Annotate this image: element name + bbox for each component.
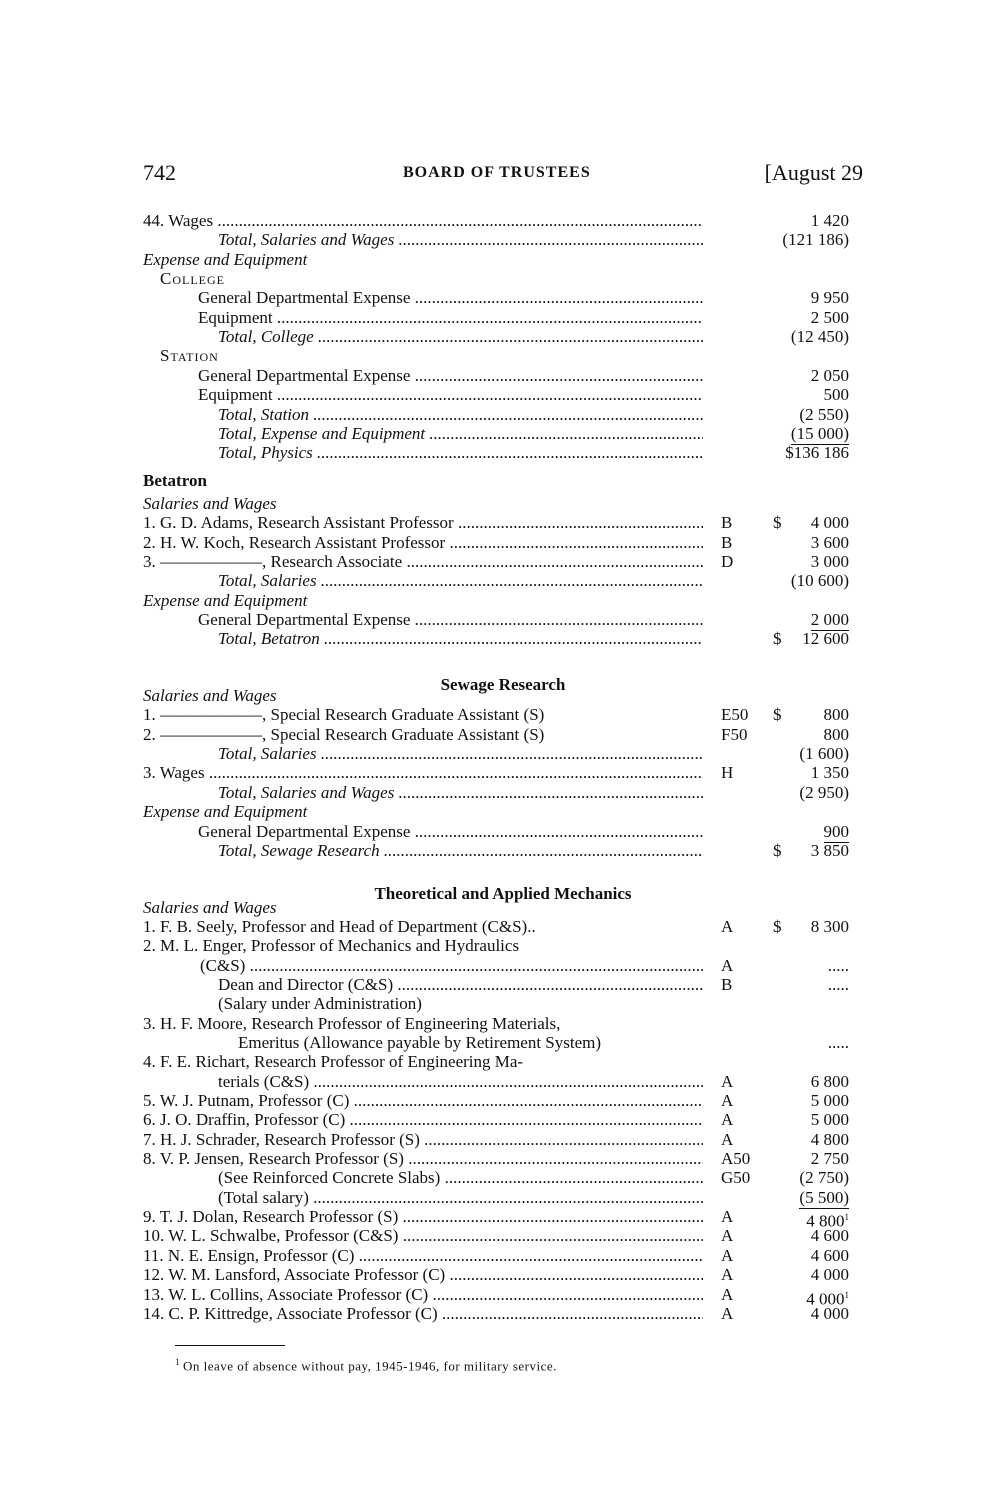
- amount-value: 2 750: [810, 1149, 849, 1168]
- amount-value: 1 420: [810, 211, 849, 230]
- line-label: Equipment .....: [198, 385, 703, 405]
- line-label: 1. G. D. Adams, Research Assistant Professor .....: [143, 513, 703, 533]
- amount-value: $136 186: [785, 443, 849, 462]
- amount-value: 5 000: [810, 1110, 849, 1129]
- amount-value: (15 000): [790, 424, 849, 443]
- line-code: A: [721, 1110, 734, 1129]
- line-label: 1. ——————, Special Research Graduate Assistant (S): [143, 705, 545, 724]
- line-label: General Departmental Expense .....: [198, 288, 703, 308]
- amount-value: 6 800: [810, 1072, 849, 1091]
- ledger-line: [143, 269, 863, 289]
- line-label: Total, Salaries .....: [218, 571, 703, 591]
- line-code: D: [721, 552, 734, 571]
- line-amount: [811, 1130, 849, 1150]
- line-label: Total, Salaries and Wages .....: [218, 783, 703, 803]
- ledger-line: [143, 513, 863, 533]
- line-amount: [811, 610, 849, 631]
- line-label: Equipment .....: [198, 308, 703, 328]
- line-amount: [811, 552, 849, 572]
- line-amount: [791, 327, 849, 347]
- line-amount: [828, 1033, 849, 1053]
- amount-value: 1 350: [810, 763, 849, 782]
- line-label: 3. Wages .....: [143, 763, 703, 783]
- line-code: B: [721, 533, 733, 552]
- amount-value: 5 000: [810, 1091, 849, 1110]
- line-amount: [811, 211, 849, 231]
- line-label: Expense and Equipment: [143, 802, 308, 821]
- line-label: (See Reinforced Concrete Slabs) .....: [218, 1168, 703, 1188]
- ledger-line: [143, 822, 863, 842]
- ledger-line: [143, 494, 863, 514]
- ledger-line: [143, 917, 863, 937]
- amount-value: 8 300: [810, 917, 849, 936]
- line-amount: [782, 230, 849, 250]
- amount-value: (10 600): [790, 571, 849, 590]
- ledger-line: [143, 802, 863, 822]
- line-label: Total, College .....: [218, 327, 703, 347]
- ledger-line: [143, 1207, 863, 1231]
- line-amount: [802, 629, 849, 649]
- ledger-line: [143, 211, 863, 231]
- amount-value: .....: [827, 975, 849, 994]
- line-amount: [811, 366, 849, 386]
- ledger-line: [143, 346, 863, 366]
- line-code: A: [721, 1226, 734, 1245]
- line-amount: [811, 763, 849, 783]
- footnote-text: On leave of absence without pay, 1945-1946, for military service.: [183, 1358, 557, 1374]
- line-label: Total, Physics .....: [218, 443, 703, 463]
- line-label: 11. N. E. Ensign, Professor (C) .....: [143, 1246, 703, 1266]
- line-amount: [828, 956, 849, 976]
- ledger-line: [143, 230, 863, 250]
- line-amount: [824, 822, 850, 843]
- line-code: A: [721, 1246, 734, 1265]
- amount-value: .....: [827, 1033, 849, 1052]
- ledger-line: [143, 366, 863, 386]
- ledger-line: [143, 763, 863, 783]
- line-label: Total, Salaries and Wages .....: [218, 230, 703, 250]
- ledger-line: [143, 956, 863, 976]
- amount-value: (2 550): [799, 405, 849, 424]
- amount-value: 500: [823, 385, 849, 404]
- ledger-line: [143, 1014, 863, 1034]
- line-amount: [799, 1168, 849, 1188]
- line-label: 9. T. J. Dolan, Research Professor (S) .....: [143, 1207, 703, 1227]
- line-label: Salaries and Wages: [143, 494, 277, 513]
- ledger-line: [143, 1033, 863, 1053]
- line-label: Total, Sewage Research .....: [218, 841, 703, 861]
- line-amount: [811, 1265, 849, 1285]
- amount-value: 2 500: [810, 308, 849, 327]
- line-label: 10. W. L. Schwalbe, Professor (C&S) .....: [143, 1226, 703, 1246]
- amount-value: 3 600: [810, 533, 849, 552]
- line-label: 6. J. O. Draffin, Professor (C) .....: [143, 1110, 703, 1130]
- ledger-line: [143, 1188, 863, 1208]
- line-amount: [811, 533, 849, 553]
- ledger-line: [143, 610, 863, 630]
- line-label: 2. H. W. Koch, Research Assistant Professor .....: [143, 533, 703, 553]
- line-amount: [828, 975, 849, 995]
- line-amount: [799, 405, 849, 425]
- line-amount: [811, 288, 849, 308]
- header-date: [August 29: [764, 160, 863, 185]
- line-code: A: [721, 1265, 734, 1284]
- line-amount: [824, 385, 850, 405]
- line-label: Total, Betatron .....: [218, 629, 703, 649]
- line-label: terials (C&S) .....: [218, 1072, 703, 1092]
- line-label: 13. W. L. Collins, Associate Professor (C) .....: [143, 1285, 703, 1305]
- amount-value: 4 000: [810, 1265, 849, 1284]
- line-amount: [811, 308, 849, 328]
- ledger-line: [143, 841, 863, 861]
- ledger-line: [143, 686, 863, 706]
- ledger-line: [143, 250, 863, 270]
- line-code: F50: [721, 725, 748, 744]
- line-label: 3. ——————, Research Associate .....: [143, 552, 703, 572]
- line-label: 7. H. J. Schrader, Research Professor (S) .....: [143, 1130, 703, 1150]
- ledger-line: [143, 308, 863, 328]
- ledger-line: [143, 552, 863, 572]
- line-label: Station: [160, 346, 219, 365]
- footnote-mark: 1: [175, 1357, 180, 1367]
- line-amount: [799, 783, 849, 803]
- ledger-line: [143, 1149, 863, 1169]
- ledger-line: [143, 1110, 863, 1130]
- line-code: H: [721, 763, 734, 782]
- amount-value: 12 600: [802, 629, 849, 648]
- line-label: Salaries and Wages: [143, 686, 277, 705]
- ledger-line: [143, 975, 863, 995]
- dollar-sign: $: [773, 705, 782, 724]
- amount-value: 4 800: [810, 1130, 849, 1149]
- line-code: A: [721, 1072, 734, 1091]
- ledger-line: [143, 705, 863, 725]
- amount-value: 4 800: [806, 1211, 845, 1231]
- line-amount: [811, 1110, 849, 1130]
- amount-value: 4 000: [810, 513, 849, 532]
- line-label: (Total salary) .....: [218, 1188, 703, 1208]
- line-label: (Salary under Administration): [218, 994, 422, 1013]
- line-label: College: [160, 269, 225, 288]
- line-code: A: [721, 1285, 734, 1304]
- line-code: G50: [721, 1168, 751, 1187]
- ledger-line: [143, 936, 863, 956]
- line-amount: [811, 1226, 849, 1246]
- line-amount: [811, 1091, 849, 1111]
- ledger-line: [143, 898, 863, 918]
- line-label: 2. ——————, Special Research Graduate Assistant (S): [143, 725, 545, 744]
- amount-value: 800: [823, 725, 849, 744]
- amount-value: 9 950: [810, 288, 849, 307]
- footnote: [175, 1357, 557, 1374]
- line-label: Expense and Equipment: [143, 250, 308, 269]
- footnote-ref: 1: [844, 1212, 849, 1222]
- ledger-line: [143, 1285, 863, 1309]
- line-label: 4. F. E. Richart, Research Professor of Engineering Ma-: [143, 1052, 524, 1071]
- footnote-rule: [175, 1345, 285, 1346]
- amount-value: 900: [823, 822, 849, 841]
- line-code: A: [721, 917, 734, 936]
- ledger-line: [143, 1304, 863, 1324]
- line-code: A: [721, 1091, 734, 1110]
- amount-value: 2 000: [810, 610, 849, 629]
- amount-value: (2 750): [799, 1168, 849, 1187]
- ledger-line: [143, 405, 863, 425]
- line-label: 1. F. B. Seely, Professor and Head of Department (C&S)..: [143, 917, 536, 936]
- ledger-line: [143, 424, 863, 444]
- line-amount: [811, 841, 849, 861]
- line-label: Total, Station .....: [218, 405, 703, 425]
- amount-value: (1 600): [799, 744, 849, 763]
- line-code: A: [721, 1130, 734, 1149]
- amount-value: 4 000: [806, 1289, 845, 1309]
- amount-value: 800: [823, 705, 849, 724]
- ledger-line: [143, 629, 863, 649]
- ledger-line: [143, 385, 863, 405]
- footnote-ref: 1: [844, 1290, 849, 1300]
- line-label: General Departmental Expense .....: [198, 822, 703, 842]
- ledger-line: [143, 744, 863, 764]
- line-amount: [824, 725, 850, 745]
- ledger-line: [143, 1265, 863, 1285]
- line-amount: [785, 443, 849, 463]
- ledger-line: [143, 471, 863, 491]
- line-label: General Departmental Expense .....: [198, 610, 703, 630]
- line-amount: [799, 744, 849, 764]
- line-amount: [799, 1188, 849, 1209]
- ledger-line: [143, 1052, 863, 1072]
- amount-value: (12 450): [790, 327, 849, 346]
- dollar-sign: $: [773, 513, 782, 532]
- line-amount: [811, 1149, 849, 1169]
- dollar-sign: $: [773, 629, 782, 648]
- line-code: E50: [721, 705, 749, 724]
- amount-value: (121 186): [782, 230, 849, 249]
- line-code: A: [721, 1304, 734, 1323]
- ledger-line: [143, 288, 863, 308]
- line-amount: [824, 705, 850, 725]
- line-amount: [811, 1304, 849, 1324]
- line-label: 2. M. L. Enger, Professor of Mechanics and Hydraulics: [143, 936, 520, 955]
- line-label: 12. W. M. Lansford, Associate Professor (C) .....: [143, 1265, 703, 1285]
- section-heading-text: Sewage Research: [440, 675, 566, 694]
- amount-value: 4 600: [810, 1246, 849, 1265]
- amount-value: (2 950): [799, 783, 849, 802]
- line-code: A50: [721, 1149, 751, 1168]
- line-code: B: [721, 975, 733, 994]
- line-label: Salaries and Wages: [143, 898, 277, 917]
- amount-value: 2 050: [810, 366, 849, 385]
- line-amount: [811, 917, 849, 937]
- line-amount: [811, 1246, 849, 1266]
- line-code: B: [721, 513, 733, 532]
- amount-value: 4 000: [810, 1304, 849, 1323]
- ledger-line: [143, 533, 863, 553]
- line-label: Expense and Equipment: [143, 591, 308, 610]
- ledger-line: [143, 443, 863, 463]
- section-heading-text: Theoretical and Applied Mechanics: [374, 884, 632, 903]
- ledger-line: [143, 1072, 863, 1092]
- ledger-line: [143, 1130, 863, 1150]
- line-label: Total, Expense and Equipment .....: [218, 424, 703, 444]
- line-label: Betatron: [143, 471, 207, 490]
- line-label: 44. Wages .....: [143, 211, 703, 231]
- line-code: A: [721, 956, 734, 975]
- ledger-line: [143, 327, 863, 347]
- ledger-line: [143, 994, 863, 1014]
- line-label: General Departmental Expense .....: [198, 366, 703, 386]
- line-label: 3. H. F. Moore, Research Professor of Engineering Materials,: [143, 1014, 561, 1033]
- line-amount: [791, 424, 849, 445]
- ledger-line: [143, 1091, 863, 1111]
- ledger-line: [143, 725, 863, 745]
- line-amount: [811, 1072, 849, 1092]
- line-label: (C&S) .....: [200, 956, 703, 976]
- running-title: BOARD OF TRUSTEES: [403, 164, 591, 181]
- amount-value: 4 600: [810, 1226, 849, 1245]
- page-number: 742: [143, 160, 176, 185]
- dollar-sign: $: [773, 841, 782, 860]
- ledger-line: [143, 591, 863, 611]
- dollar-sign: $: [773, 917, 782, 936]
- line-label: Emeritus (Allowance payable by Retirement System): [238, 1033, 602, 1052]
- line-label: Dean and Director (C&S) .....: [218, 975, 703, 995]
- amount-value: 3 000: [810, 552, 849, 571]
- line-label: 5. W. J. Putnam, Professor (C) .....: [143, 1091, 703, 1111]
- ledger-line: [143, 1246, 863, 1266]
- amount-value: .....: [827, 956, 849, 975]
- line-code: A: [721, 1207, 734, 1226]
- ledger-line: [143, 571, 863, 591]
- line-amount: [811, 513, 849, 533]
- ledger-line: [143, 783, 863, 803]
- line-label: 14. C. P. Kittredge, Associate Professor (C) .....: [143, 1304, 703, 1324]
- line-amount: [791, 571, 849, 591]
- ledger-line: [143, 1226, 863, 1246]
- amount-value: (5 500): [799, 1188, 849, 1207]
- amount-value: 3 850: [810, 841, 849, 860]
- ledger-line: [143, 1168, 863, 1188]
- line-label: 8. V. P. Jensen, Research Professor (S) .....: [143, 1149, 703, 1169]
- line-label: Total, Salaries .....: [218, 744, 703, 764]
